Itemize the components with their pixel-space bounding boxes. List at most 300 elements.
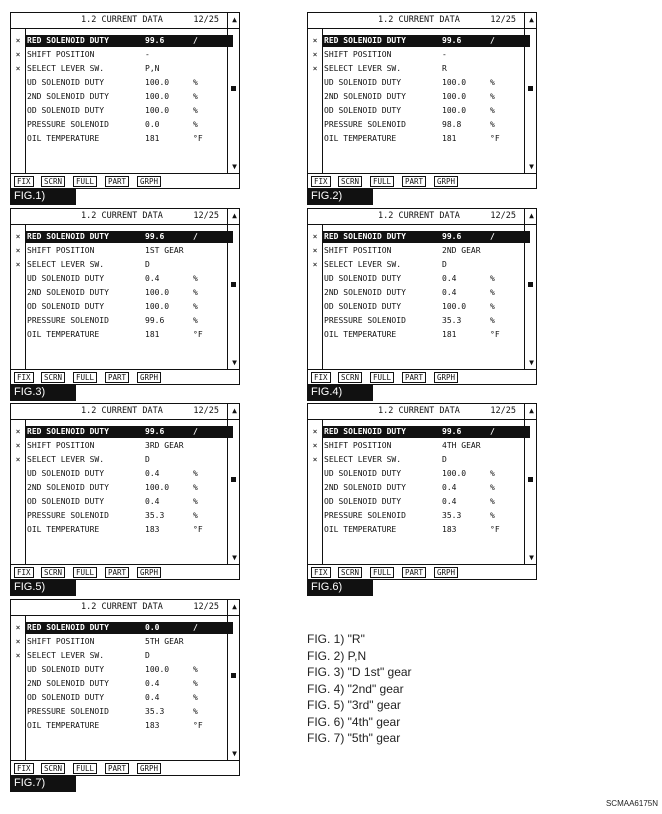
fkey-scrn-button[interactable]: SCRN [41, 763, 65, 774]
data-row[interactable] [308, 509, 524, 523]
page-indicator: 12/25 [490, 15, 516, 25]
fkey-grph-button[interactable]: GRPH [137, 763, 161, 774]
data-label: SHIFT POSITION [27, 50, 95, 59]
data-label: PRESSURE SOLENOID [27, 707, 109, 716]
scan-tool-screen [10, 12, 240, 189]
scan-tool-panel [10, 12, 240, 202]
data-label: UD SOLENOID DUTY [27, 274, 105, 283]
data-label: PRESSURE SOLENOID [27, 511, 109, 520]
data-row[interactable] [308, 425, 524, 439]
data-value: 183 [145, 525, 160, 534]
scroll-up-icon[interactable]: ▲ [232, 406, 237, 415]
data-row[interactable] [11, 300, 227, 314]
data-row[interactable] [308, 286, 524, 300]
fkey-scrn-button[interactable]: SCRN [41, 176, 65, 187]
data-unit: % [490, 469, 495, 478]
data-row[interactable] [11, 272, 227, 286]
fixed-marker-icon: × [15, 427, 21, 436]
fixed-marker-icon: × [312, 36, 318, 45]
screen-header [11, 15, 221, 27]
fkey-part-button[interactable]: PART [105, 372, 129, 383]
data-label: SELECT LEVER SW. [324, 455, 402, 464]
document-code: SCMAA6175N [605, 799, 658, 808]
fkey-full-button[interactable]: FULL [73, 176, 97, 187]
data-value: 100.0 [145, 483, 170, 492]
scrollbar-thumb[interactable] [231, 673, 236, 678]
data-row[interactable] [308, 62, 524, 76]
data-value: 0.4 [442, 483, 457, 492]
legend-item: FIG. 2) P,N [307, 648, 367, 663]
fkey-part-button[interactable]: PART [105, 763, 129, 774]
data-label: UD SOLENOID DUTY [27, 665, 105, 674]
data-row[interactable] [11, 705, 227, 719]
fkey-grph-button[interactable]: GRPH [434, 176, 458, 187]
data-row[interactable] [11, 286, 227, 300]
data-row[interactable] [11, 523, 227, 537]
data-unit: % [193, 665, 198, 674]
data-value: D [442, 455, 447, 464]
fkey-fix-button[interactable]: FIX [311, 567, 331, 578]
data-row[interactable] [308, 272, 524, 286]
data-value: 100.0 [442, 78, 467, 87]
fkey-full-button[interactable]: FULL [73, 763, 97, 774]
data-value: 183 [442, 525, 457, 534]
figure-label: FIG.2) [307, 188, 373, 205]
data-unit: ∕ [490, 36, 495, 45]
scan-tool-screen [10, 208, 240, 385]
header-divider [11, 224, 239, 225]
data-value: 100.0 [442, 469, 467, 478]
data-value: 0.4 [145, 497, 160, 506]
data-label: SELECT LEVER SW. [324, 260, 402, 269]
scroll-up-icon[interactable]: ▲ [232, 602, 237, 611]
data-value: 35.3 [145, 511, 165, 520]
data-unit: % [490, 316, 495, 325]
function-key-bar [11, 564, 239, 579]
data-row[interactable] [11, 104, 227, 118]
data-label: OD SOLENOID DUTY [324, 106, 402, 115]
function-key-bar [11, 760, 239, 775]
data-value: 100.0 [442, 302, 467, 311]
data-label: PRESSURE SOLENOID [27, 316, 109, 325]
data-value: 1ST GEAR [145, 246, 184, 255]
data-unit: % [193, 92, 198, 101]
fkey-scrn-button[interactable]: SCRN [41, 567, 65, 578]
fkey-full-button[interactable]: FULL [370, 567, 394, 578]
data-unit: °F [490, 525, 500, 534]
data-label: OD SOLENOID DUTY [324, 497, 402, 506]
fkey-full-button[interactable]: FULL [73, 372, 97, 383]
data-row[interactable] [308, 104, 524, 118]
data-label: PRESSURE SOLENOID [324, 511, 406, 520]
data-label: 2ND SOLENOID DUTY [324, 288, 406, 297]
data-row[interactable] [308, 439, 524, 453]
scrollbar-thumb[interactable] [528, 282, 533, 287]
data-row[interactable] [11, 495, 227, 509]
scan-tool-panel [10, 403, 240, 593]
data-value: 0.4 [145, 274, 160, 283]
data-row[interactable] [11, 719, 227, 733]
data-unit: ∕ [193, 623, 198, 632]
scrollbar-thumb[interactable] [528, 86, 533, 91]
legend-item: FIG. 1) "R" [307, 632, 365, 646]
fixed-marker-icon: × [312, 427, 318, 436]
fkey-fix-button[interactable]: FIX [14, 567, 34, 578]
data-list [11, 621, 227, 733]
fkey-part-button[interactable]: PART [105, 567, 129, 578]
legend-item: FIG. 7) "5th" gear [307, 731, 401, 745]
data-value: 35.3 [442, 511, 462, 520]
legend-item: FIG. 4) "2nd" gear [307, 681, 404, 696]
data-unit: ∕ [193, 427, 198, 436]
figure-label: FIG.6) [307, 579, 373, 596]
data-value: 100.0 [145, 106, 170, 115]
scroll-up-icon[interactable]: ▲ [529, 406, 534, 415]
data-label: SELECT LEVER SW. [27, 260, 105, 269]
data-unit: % [193, 288, 198, 297]
fixed-marker-icon: × [15, 637, 21, 646]
data-row[interactable] [308, 467, 524, 481]
fkey-grph-button[interactable]: GRPH [137, 176, 161, 187]
data-value: 183 [145, 721, 160, 730]
screen-title: 1.2 CURRENT DATA [378, 406, 460, 416]
scrollbar-thumb[interactable] [528, 477, 533, 482]
data-row[interactable] [11, 481, 227, 495]
fkey-part-button[interactable]: PART [402, 176, 426, 187]
data-row[interactable] [308, 258, 524, 272]
data-label: OIL TEMPERATURE [27, 525, 100, 534]
scan-tool-screen [10, 599, 240, 776]
data-label: SELECT LEVER SW. [27, 455, 105, 464]
data-row[interactable] [11, 314, 227, 328]
scroll-up-icon[interactable]: ▲ [529, 15, 534, 24]
data-unit: ∕ [490, 232, 495, 241]
data-label: OIL TEMPERATURE [324, 330, 397, 339]
data-value: 0.4 [442, 274, 457, 283]
fkey-scrn-button[interactable]: SCRN [338, 372, 362, 383]
data-label: PRESSURE SOLENOID [27, 120, 109, 129]
fkey-fix-button[interactable]: FIX [14, 763, 34, 774]
data-row[interactable] [11, 635, 227, 649]
function-key-bar [308, 173, 536, 188]
fixed-marker-icon: × [15, 50, 21, 59]
data-row[interactable] [308, 230, 524, 244]
data-value: 35.3 [442, 316, 462, 325]
scroll-up-icon[interactable]: ▲ [232, 211, 237, 220]
data-row[interactable] [308, 314, 524, 328]
data-unit: % [193, 274, 198, 283]
data-row[interactable] [11, 244, 227, 258]
data-row[interactable] [11, 90, 227, 104]
fkey-grph-button[interactable]: GRPH [434, 567, 458, 578]
fkey-grph-button[interactable]: GRPH [137, 567, 161, 578]
data-row[interactable] [11, 425, 227, 439]
data-label: OD SOLENOID DUTY [324, 302, 402, 311]
fixed-marker-icon: × [15, 455, 21, 464]
data-value: 100.0 [145, 302, 170, 311]
data-unit: % [193, 120, 198, 129]
data-value: 100.0 [145, 92, 170, 101]
data-label: 2ND SOLENOID DUTY [324, 483, 406, 492]
fkey-grph-button[interactable]: GRPH [137, 372, 161, 383]
data-unit: % [490, 483, 495, 492]
data-unit: °F [193, 721, 203, 730]
data-row[interactable] [308, 76, 524, 90]
data-label: OD SOLENOID DUTY [27, 693, 105, 702]
screen-header [308, 211, 518, 223]
screen-title: 1.2 CURRENT DATA [378, 15, 460, 25]
data-list [11, 34, 227, 146]
data-label: UD SOLENOID DUTY [324, 78, 402, 87]
scroll-down-icon[interactable]: ▼ [529, 553, 534, 562]
function-key-bar [11, 173, 239, 188]
figure-legend [307, 631, 412, 747]
data-list [11, 425, 227, 537]
screen-title: 1.2 CURRENT DATA [81, 15, 163, 25]
data-label: SHIFT POSITION [27, 441, 95, 450]
data-value: 99.6 [442, 36, 462, 45]
data-value: P,N [145, 64, 160, 73]
scroll-down-icon[interactable]: ▼ [232, 749, 237, 758]
scrollbar-thumb[interactable] [231, 282, 236, 287]
data-unit: % [193, 106, 198, 115]
page-indicator: 12/25 [490, 406, 516, 416]
fkey-fix-button[interactable]: FIX [311, 372, 331, 383]
data-row[interactable] [11, 467, 227, 481]
data-value: 100.0 [442, 92, 467, 101]
data-label: OIL TEMPERATURE [27, 134, 100, 143]
page-indicator: 12/25 [193, 406, 219, 416]
data-row[interactable] [11, 230, 227, 244]
data-row[interactable] [11, 258, 227, 272]
scroll-down-icon[interactable]: ▼ [232, 162, 237, 171]
data-label: SHIFT POSITION [324, 441, 392, 450]
scan-tool-screen [307, 208, 537, 385]
screen-header [11, 602, 221, 614]
data-unit: % [490, 120, 495, 129]
data-row[interactable] [308, 481, 524, 495]
data-value: 0.4 [145, 693, 160, 702]
scroll-up-icon[interactable]: ▲ [232, 15, 237, 24]
header-divider [11, 419, 239, 420]
data-value: D [442, 260, 447, 269]
data-row[interactable] [308, 244, 524, 258]
fixed-marker-icon: × [15, 246, 21, 255]
data-value: 99.6 [145, 36, 165, 45]
data-label: 2ND SOLENOID DUTY [27, 679, 109, 688]
fixed-marker-icon: × [15, 232, 21, 241]
data-list [11, 230, 227, 342]
data-row[interactable] [11, 677, 227, 691]
fkey-fix-button[interactable]: FIX [311, 176, 331, 187]
screen-header [308, 15, 518, 27]
data-unit: % [193, 679, 198, 688]
fkey-part-button[interactable]: PART [402, 372, 426, 383]
data-label: SHIFT POSITION [27, 637, 95, 646]
data-value: 100.0 [442, 106, 467, 115]
header-divider [11, 615, 239, 616]
data-value: 99.6 [145, 427, 165, 436]
fixed-marker-icon: × [312, 50, 318, 59]
fkey-full-button[interactable]: FULL [370, 372, 394, 383]
fkey-scrn-button[interactable]: SCRN [338, 567, 362, 578]
data-label: SHIFT POSITION [324, 50, 392, 59]
data-row[interactable] [308, 34, 524, 48]
data-value: 99.6 [442, 427, 462, 436]
data-value: 99.6 [145, 232, 165, 241]
data-value: 181 [442, 330, 457, 339]
data-row[interactable] [11, 76, 227, 90]
legend-item: FIG. 5) "3rd" gear [307, 698, 401, 712]
data-value: 3RD GEAR [145, 441, 184, 450]
fkey-part-button[interactable]: PART [402, 567, 426, 578]
data-row[interactable] [308, 48, 524, 62]
data-value: 99.6 [442, 232, 462, 241]
scan-tool-screen [307, 403, 537, 580]
data-unit: % [193, 302, 198, 311]
data-value: 98.8 [442, 120, 462, 129]
data-value: 0.4 [145, 469, 160, 478]
data-value: R [442, 64, 447, 73]
data-row[interactable] [11, 132, 227, 146]
fkey-fix-button[interactable]: FIX [14, 372, 34, 383]
fixed-marker-icon: × [15, 64, 21, 73]
data-unit: °F [193, 525, 203, 534]
data-value: 0.4 [442, 497, 457, 506]
data-row[interactable] [308, 90, 524, 104]
data-label: 2ND SOLENOID DUTY [324, 92, 406, 101]
data-list [308, 34, 524, 146]
scroll-down-icon[interactable]: ▼ [232, 358, 237, 367]
fkey-full-button[interactable]: FULL [73, 567, 97, 578]
data-row[interactable] [308, 132, 524, 146]
data-unit: % [490, 288, 495, 297]
data-row[interactable] [11, 439, 227, 453]
data-unit: % [193, 707, 198, 716]
screen-title: 1.2 CURRENT DATA [81, 406, 163, 416]
data-value: D [145, 260, 150, 269]
data-row[interactable] [11, 118, 227, 132]
data-value: - [145, 50, 150, 59]
data-row[interactable] [11, 34, 227, 48]
data-label: UD SOLENOID DUTY [27, 469, 105, 478]
data-label: RED SOLENOID DUTY [27, 36, 109, 45]
data-row[interactable] [11, 328, 227, 342]
data-label: UD SOLENOID DUTY [324, 469, 402, 478]
data-value: 0.0 [145, 623, 160, 632]
data-label: OD SOLENOID DUTY [27, 497, 105, 506]
figure-label: FIG.7) [10, 775, 76, 792]
data-row[interactable] [11, 649, 227, 663]
data-unit: % [490, 92, 495, 101]
data-label: 2ND SOLENOID DUTY [27, 92, 109, 101]
data-row[interactable] [308, 328, 524, 342]
data-value: 100.0 [145, 78, 170, 87]
header-divider [11, 28, 239, 29]
data-label: OIL TEMPERATURE [27, 721, 100, 730]
data-row[interactable] [308, 495, 524, 509]
scroll-down-icon[interactable]: ▼ [232, 553, 237, 562]
data-row[interactable] [11, 691, 227, 705]
scan-tool-screen [307, 12, 537, 189]
data-row[interactable] [308, 300, 524, 314]
data-row[interactable] [11, 453, 227, 467]
data-label: RED SOLENOID DUTY [324, 427, 406, 436]
data-label: OD SOLENOID DUTY [27, 106, 105, 115]
header-divider [308, 28, 536, 29]
data-row[interactable] [11, 509, 227, 523]
fkey-part-button[interactable]: PART [105, 176, 129, 187]
data-label: SHIFT POSITION [27, 246, 95, 255]
data-unit: % [490, 274, 495, 283]
function-key-bar [308, 564, 536, 579]
data-unit: % [490, 511, 495, 520]
fixed-marker-icon: × [15, 623, 21, 632]
fkey-scrn-button[interactable]: SCRN [41, 372, 65, 383]
screen-header [308, 406, 518, 418]
header-divider [308, 419, 536, 420]
fkey-fix-button[interactable]: FIX [14, 176, 34, 187]
data-unit: % [490, 497, 495, 506]
data-row[interactable] [11, 663, 227, 677]
data-unit: °F [490, 134, 500, 143]
scroll-up-icon[interactable]: ▲ [529, 211, 534, 220]
data-unit: % [193, 511, 198, 520]
data-list [308, 425, 524, 537]
fixed-marker-icon: × [15, 651, 21, 660]
data-unit: ∕ [193, 232, 198, 241]
fixed-marker-icon: × [15, 36, 21, 45]
fixed-marker-icon: × [15, 441, 21, 450]
scan-tool-panel [307, 208, 537, 398]
page-indicator: 12/25 [193, 15, 219, 25]
data-unit: % [193, 483, 198, 492]
data-label: RED SOLENOID DUTY [324, 36, 406, 45]
scan-tool-screen [10, 403, 240, 580]
fixed-marker-icon: × [312, 232, 318, 241]
fkey-full-button[interactable]: FULL [370, 176, 394, 187]
scrollbar-thumb[interactable] [231, 477, 236, 482]
scroll-down-icon[interactable]: ▼ [529, 162, 534, 171]
data-row[interactable] [308, 118, 524, 132]
data-value: D [145, 651, 150, 660]
data-unit: % [490, 106, 495, 115]
data-row[interactable] [308, 453, 524, 467]
figure-label: FIG.1) [10, 188, 76, 205]
data-value: 181 [442, 134, 457, 143]
fixed-marker-icon: × [312, 246, 318, 255]
fixed-marker-icon: × [15, 260, 21, 269]
data-label: OIL TEMPERATURE [324, 525, 397, 534]
data-unit: °F [490, 330, 500, 339]
fkey-scrn-button[interactable]: SCRN [338, 176, 362, 187]
data-label: UD SOLENOID DUTY [27, 78, 105, 87]
scrollbar-thumb[interactable] [231, 86, 236, 91]
fkey-grph-button[interactable]: GRPH [434, 372, 458, 383]
data-row[interactable] [308, 523, 524, 537]
data-row[interactable] [11, 621, 227, 635]
data-row[interactable] [11, 48, 227, 62]
scroll-down-icon[interactable]: ▼ [529, 358, 534, 367]
data-value: 0.4 [442, 288, 457, 297]
function-key-bar [308, 369, 536, 384]
function-key-bar [11, 369, 239, 384]
data-label: RED SOLENOID DUTY [324, 232, 406, 241]
data-label: SHIFT POSITION [324, 246, 392, 255]
data-label: 2ND SOLENOID DUTY [27, 483, 109, 492]
data-value: D [145, 455, 150, 464]
data-row[interactable] [11, 62, 227, 76]
